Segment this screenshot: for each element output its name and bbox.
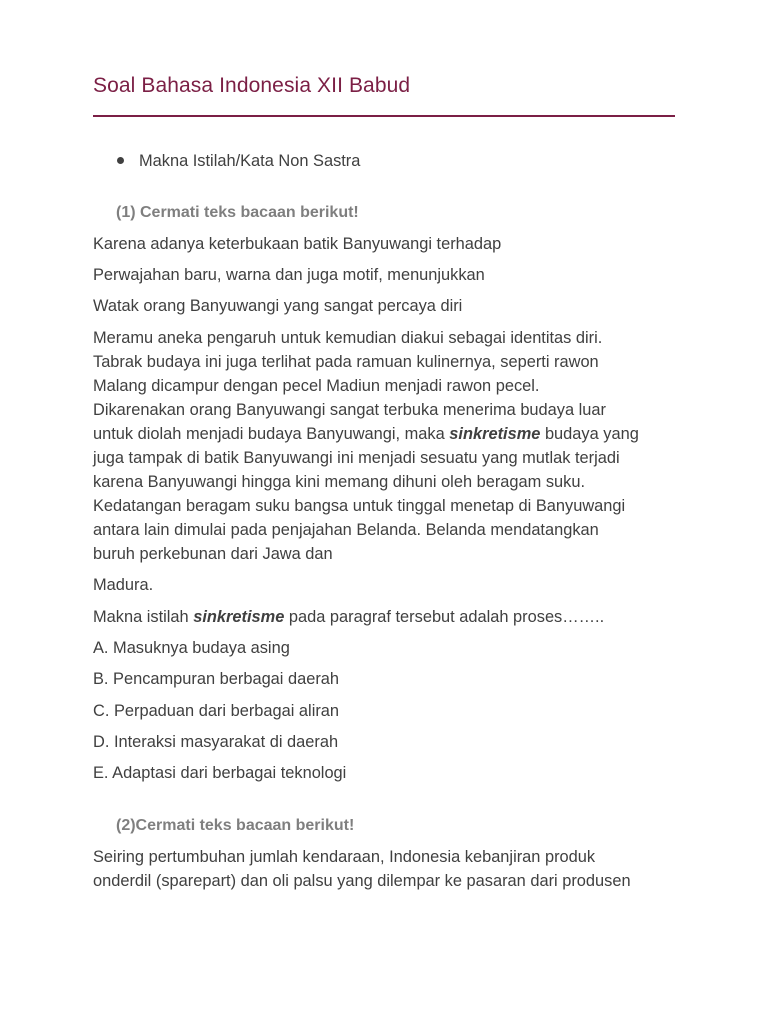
bullet-dot-icon bbox=[117, 157, 124, 164]
prompt-text: Makna istilah bbox=[93, 608, 194, 626]
document-title: Soal Bahasa Indonesia XII Babud bbox=[93, 74, 411, 97]
option-c: C. Perpaduan dari berbagai aliran bbox=[93, 702, 340, 720]
paragraph-line: juga tampak di batik Banyuwangi ini menjadi sesuatu yang mutlak terjadi bbox=[93, 449, 620, 467]
option-d: D. Interaksi masyarakat di daerah bbox=[93, 733, 339, 751]
reading-paragraph bbox=[93, 326, 683, 566]
poem-line-3: Watak orang Banyuwangi yang sangat percaya diri bbox=[93, 297, 463, 315]
paragraph-text: budaya yang bbox=[540, 425, 639, 443]
paragraph-line: Meramu aneka pengaruh untuk kemudian diakui sebagai identitas diri. bbox=[93, 329, 603, 347]
option-b: B. Pencampuran berbagai daerah bbox=[93, 670, 340, 688]
poem-line-1: Karena adanya keterbukaan batik Banyuwangi terhadap bbox=[93, 235, 502, 253]
term-emphasis: sinkretisme bbox=[449, 425, 541, 443]
paragraph-line: Tabrak budaya ini juga terlihat pada ramuan kulinernya, seperti rawon bbox=[93, 353, 599, 371]
paragraph-line: Dikarenakan orang Banyuwangi sangat terbuka menerima budaya luar bbox=[93, 401, 606, 419]
paragraph-line: onderdil (sparepart) dan oli palsu yang dilempar ke pasaran dari produsen bbox=[93, 872, 631, 890]
paragraph-line: Malang dicampur dengan pecel Madiun menjadi rawon pecel. bbox=[93, 377, 540, 395]
paragraph-line: Kedatangan beragam suku bangsa untuk tinggal menetap di Banyuwangi bbox=[93, 497, 626, 515]
title-divider bbox=[93, 115, 675, 117]
option-e: E. Adaptasi dari berbagai teknologi bbox=[93, 764, 347, 782]
question-1-heading: (1) Cermati teks bacaan berikut! bbox=[116, 204, 359, 221]
question-1-prompt bbox=[93, 605, 604, 629]
term-emphasis: sinkretisme bbox=[193, 608, 285, 626]
option-a: A. Masuknya budaya asing bbox=[93, 639, 290, 657]
bullet-text: Makna Istilah/Kata Non Sastra bbox=[139, 152, 361, 170]
paragraph-line bbox=[93, 422, 683, 446]
paragraph-text: untuk diolah menjadi budaya Banyuwangi, maka bbox=[93, 425, 450, 443]
question-2-heading: (2)Cermati teks bacaan berikut! bbox=[116, 817, 355, 834]
paragraph-line: karena Banyuwangi hingga kini memang dihuni oleh beragam suku. bbox=[93, 473, 586, 491]
paragraph-line: Seiring pertumbuhan jumlah kendaraan, Indonesia kebanjiran produk bbox=[93, 848, 596, 866]
paragraph-last-line: Madura. bbox=[93, 576, 154, 594]
prompt-text: pada paragraf tersebut adalah proses…….. bbox=[284, 608, 605, 626]
poem-line-2: Perwajahan baru, warna dan juga motif, menunjukkan bbox=[93, 266, 485, 284]
reading-paragraph-2 bbox=[93, 845, 683, 893]
paragraph-line: antara lain dimulai pada penjajahan Belanda. Belanda mendatangkan bbox=[93, 521, 599, 539]
paragraph-line: buruh perkebunan dari Jawa dan bbox=[93, 545, 333, 563]
